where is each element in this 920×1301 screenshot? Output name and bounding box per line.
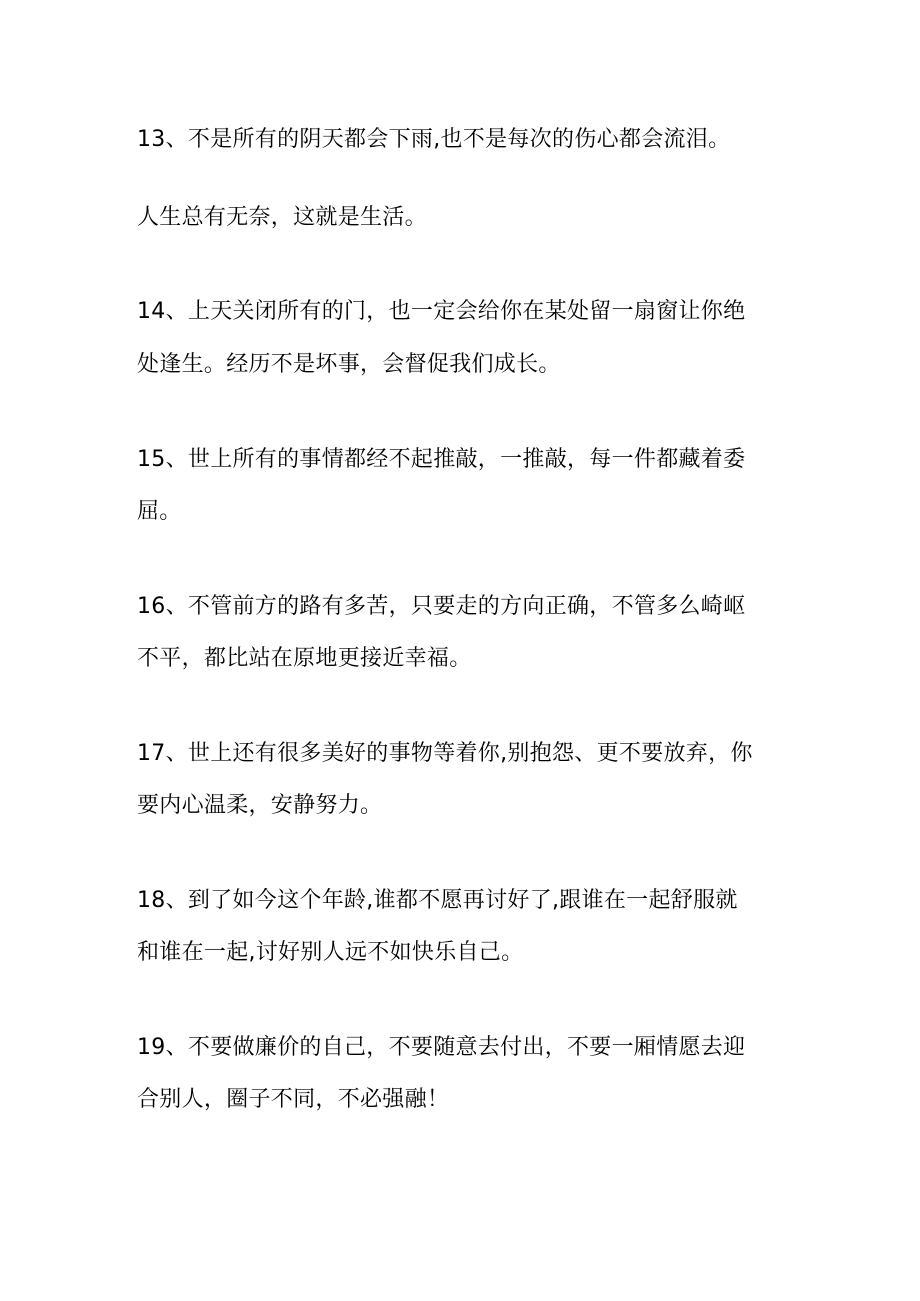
- text-line: 16、不管前方的路有多苦，只要走的方向正确，不管多么崎岖: [137, 594, 746, 619]
- text-line: 15、世上所有的事情都经不起推敲，一推敲，每一件都藏着委: [137, 447, 746, 472]
- text-line: 14、上天关闭所有的门，也一定会给你在某处留一扇窗让你绝: [137, 299, 746, 324]
- text-line: 18、到了如今这个年龄,谁都不愿再讨好了,跟谁在一起舒服就: [137, 888, 738, 913]
- text-line: 不平，都比站在原地更接近幸福。: [137, 646, 472, 671]
- text-line: 和谁在一起,讨好别人远不如快乐自己。: [137, 940, 524, 965]
- text-line: 13、不是所有的阴天都会下雨,也不是每次的伤心都会流泪。: [137, 127, 731, 152]
- text-line: 19、不要做廉价的自己，不要随意去付出，不要一厢情愿去迎: [137, 1035, 746, 1060]
- text-line: 17、世上还有很多美好的事物等着你,别抱怨、更不要放弃，你: [137, 741, 753, 766]
- text-line: 屈。: [137, 499, 182, 524]
- text-line: 人生总有无奈，这就是生活。: [137, 205, 427, 230]
- text-line: 合别人，圈子不同，不必强融！: [137, 1087, 450, 1112]
- text-line: 处逢生。经历不是坏事，会督促我们成长。: [137, 352, 561, 377]
- text-line: 要内心温柔，安静努力。: [137, 793, 383, 818]
